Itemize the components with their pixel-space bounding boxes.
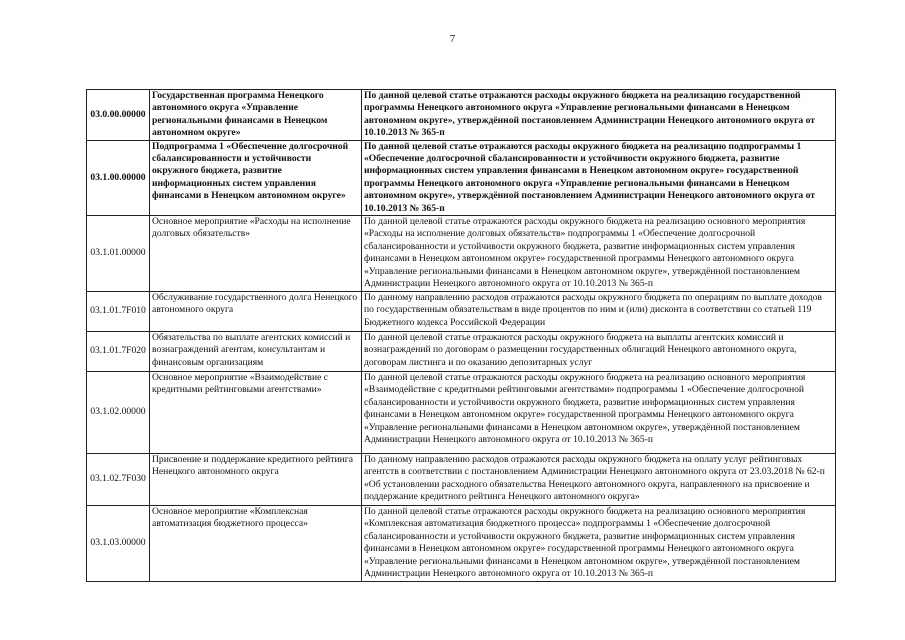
row-code: 03.1.01.00000 — [87, 216, 150, 292]
row-code: 03.1.00.00000 — [87, 140, 150, 215]
row-description: По данной целевой статье отражаются расходы окружного бюджета на реализацию подпрограммы 1 «Обеспечение долгосрочной сбалансированности и устойчивости окружного бюджета, развитие информационных систем управления финансами в Ненецком автономном округе» государственной программы Ненецкого автономного округа «Управление региональными финансами в Ненецком автономном округе», утверждённой постановлением Администрации Ненецкого автономного округа от 10.10.2013 № 365-п — [362, 140, 836, 215]
page-number: 7 — [449, 33, 456, 45]
row-name: Присвоение и поддержание кредитного рейтинга Ненецкого автономного округа — [150, 454, 362, 506]
table-row — [87, 90, 836, 141]
row-name: Основное мероприятие «Комплексная автоматизация бюджетного процесса» — [150, 506, 362, 582]
row-description: По данному направлению расходов отражаются расходы окружного бюджета на оплату услуг рейтинговых агентств в соответствии с постановлением Администрации Ненецкого автономного округа от 23.03.2018 № 62-п «Об установлении расходного обязательства Ненецкого автономного округа, направленного на присвоение и поддержание кредитного рейтинга Ненецкого автономного округа» — [362, 454, 836, 506]
table-row — [87, 372, 836, 454]
row-name: Основное мероприятие «Взаимодействие с кредитными рейтинговыми агентствами» — [150, 372, 362, 454]
row-code: 03.1.02.7F030 — [87, 454, 150, 506]
row-description: По данной целевой статье отражаются расходы окружного бюджета на реализацию основного мероприятия «Комплексная автоматизация бюджетного процесса» подпрограммы 1 «Обеспечение долгосрочной сбалансированности и устойчивости окружного бюджета, развитие информационных систем управления финансами в Ненецком автономном округе» государственной программы Ненецкого автономного округа «Управление региональными финансами в Ненецком автономном округе», утверждённой постановлением Администрации Ненецкого автономного округа от 10.10.2013 № 365-п — [362, 506, 836, 582]
table-row — [87, 332, 836, 372]
table-row — [87, 292, 836, 332]
row-code: 03.1.01.7F020 — [87, 332, 150, 372]
row-code: 03.0.00.00000 — [87, 90, 150, 141]
row-description: По данной целевой статье отражаются расходы окружного бюджета на реализацию основного мероприятия «Расходы на исполнение долговых обязательств» подпрограммы 1 «Обеспечение долгосрочной сбалансированности и устойчивости окружного бюджета, развитие информационных систем управления финансами в Ненецком автономном округе» государственной программы Ненецкого автономного округа «Управление региональными финансами в Ненецком автономном округе», утверждённой постановлением Администрации Ненецкого автономного округа от 10.10.2013 № 365-п — [362, 216, 836, 292]
row-name: Обслуживание государственного долга Ненецкого автономного округа — [150, 292, 362, 332]
budget-classification-table — [86, 89, 836, 582]
row-name: Государственная программа Ненецкого автономного округа «Управление региональными финансами в Ненецком автономном округе» — [150, 90, 362, 141]
row-name: Подпрограмма 1 «Обеспечение долгосрочной сбалансированности и устойчивости окружного бюджета, развитие информационных систем управления финансами в Ненецком автономном округе» — [150, 140, 362, 215]
table-row — [87, 140, 836, 215]
row-code: 03.1.01.7F010 — [87, 292, 150, 332]
row-description: По данной целевой статье отражаются расходы окружного бюджета на выплаты агентских комиссий и вознаграждений по договорам о размещении государственных облигаций Ненецкого автономного округа, договорам листинга и по оказанию депозитарных услуг — [362, 332, 836, 372]
table-row — [87, 506, 836, 582]
row-code: 03.1.03.00000 — [87, 506, 150, 582]
table-row — [87, 216, 836, 292]
row-name: Обязательства по выплате агентских комиссий и вознаграждений агентам, консультантам и финансовым организациям — [150, 332, 362, 372]
row-code: 03.1.02.00000 — [87, 372, 150, 454]
row-description: По данной целевой статье отражаются расходы окружного бюджета на реализацию государственной программы Ненецкого автономного округа «Управление региональными финансами в Ненецком автономном округе», утверждённой постановлением Администрации Ненецкого автономного округа от 10.10.2013 № 365-п — [362, 90, 836, 141]
table-row — [87, 454, 836, 506]
row-name: Основное мероприятие «Расходы на исполнение долговых обязательств» — [150, 216, 362, 292]
row-description: По данному направлению расходов отражаются расходы окружного бюджета по операциям по выплате доходов по государственным обязательствам в виде процентов по ним и (или) дисконта в соответствии со статьей 119 Бюджетного кодекса Российской Федерации — [362, 292, 836, 332]
row-description: По данной целевой статье отражаются расходы окружного бюджета на реализацию основного мероприятия «Взаимодействие с кредитными рейтинговыми агентствами» подпрограммы 1 «Обеспечение долгосрочной сбалансированности и устойчивости окружного бюджета, развитие информационных систем управления финансами в Ненецком автономном округе» государственной программы Ненецкого автономного округа «Управление региональными финансами в Ненецком автономном округе», утверждённой постановлением Администрации Ненецкого автономного округа от 10.10.2013 № 365-п — [362, 372, 836, 454]
